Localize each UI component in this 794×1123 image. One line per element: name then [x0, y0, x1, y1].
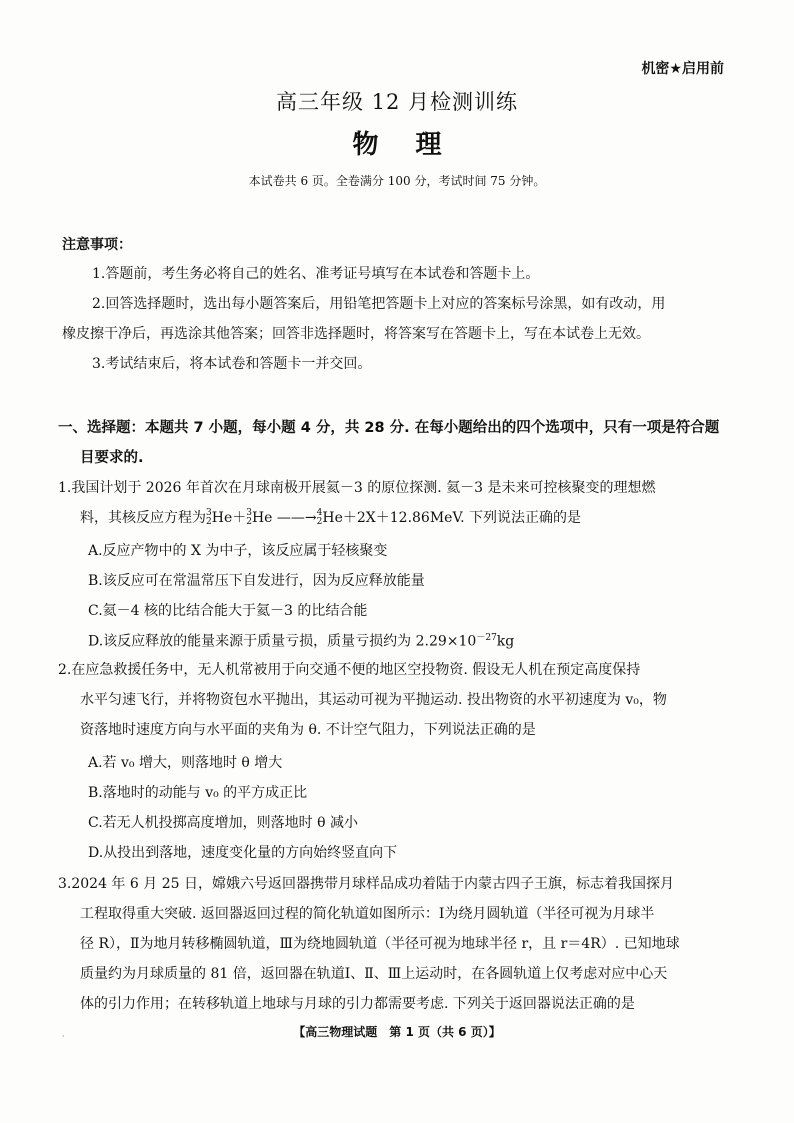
question-3-stem-2: 工程取得重大突破. 返回器返回过程的简化轨道如图所示：Ⅰ为绕月圆轨道（半径可视为月球半 [80, 906, 655, 922]
notes-heading: 注意事项： [62, 237, 132, 253]
question-1-stem: 1.我国计划于 2026 年首次在月球南极开展氦－3 的原位探测. 氦－3 是未来可控核聚变的理想燃 [58, 480, 656, 496]
exam-info: 本试卷共 6 页。全卷满分 100 分，考试时间 75 分钟。 [248, 174, 546, 188]
question-2-option-d: D.从投出到落地，速度变化量的方向始终竖直向下 [88, 845, 398, 861]
subject-title: 物 理 [352, 130, 456, 160]
question-1-option-b: B.该反应可在常温常压下自发进行，因为反应释放能量 [88, 573, 425, 589]
note-item-2: 2.回答选择题时，选出每小题答案后，用铅笔把答题卡上对应的答案标号涂黑，如有改动，用 [92, 296, 666, 312]
question-3-stem: 3.2024 年 6 月 25 日，嫦娥六号返回器携带月球样品成功着陆于内蒙古四子王旗，标志着我国探月 [58, 876, 674, 892]
question-2-stem: 2.在应急救援任务中，无人机常被用于向交通不便的地区空投物资. 假设无人机在预定高度保持 [58, 662, 641, 678]
scan-speck: · [62, 1032, 65, 1041]
question-1-option-c: C.氦－4 核的比结合能大于氦－3 的比结合能 [88, 603, 368, 619]
question-3-stem-3: 径 R），Ⅱ为地月转移椭圆轨道，Ⅲ为绕地圆轨道（半径可视为地球半径 r，且 r＝4R）. 已知地球 [80, 936, 680, 952]
note-item-2-cont: 橡皮擦干净后，再选涂其他答案；回答非选择题时，将答案写在答题卡上，写在本试卷上无效。 [62, 326, 650, 342]
nuclide-he4: 4 2 [316, 508, 323, 527]
question-2-stem-2: 水平匀速飞行，并将物资包水平抛出，其运动可视为平抛运动. 投出物资的水平初速度为 v₀，物 [80, 692, 667, 708]
section-heading-cont: 目要求的. [80, 450, 144, 466]
question-2-stem-3: 资落地时速度方向与水平面的夹角为 θ. 不计空气阻力，下列说法正确的是 [80, 722, 536, 738]
question-1-option-d: D.该反应释放的能量来源于质量亏损，质量亏损约为 $2.29\times 10^{-27}kg$ [88, 633, 515, 650]
question-3-stem-5: 体的引力作用；在转移轨道上地球与月球的引力都需要考虑. 下列关于返回器说法正确的是 [80, 996, 635, 1012]
question-2-option-b: B.落地时的动能与 v₀ 的平方成正比 [88, 785, 308, 801]
question-2-option-a: A.若 v₀ 增大，则落地时 θ 增大 [88, 755, 283, 771]
question-3-stem-4: 质量约为月球质量的 81 倍，返回器在轨道Ⅰ、Ⅱ、Ⅲ上运动时，在各圆轨道上仅考虑对应中心天 [80, 966, 668, 982]
section-heading: 一、选择题：本题共 7 小题，每小题 4 分，共 28 分. 在每小题给出的四个选项中，只有一项是符合题 [58, 420, 720, 436]
exam-title: 高三年级 12 月检测训练 [275, 90, 519, 114]
note-item-3: 3.考试结束后，将本试卷和答题卡一并交回。 [92, 356, 372, 372]
question-2-option-c: C.若无人机投掷高度增加，则落地时 θ 减小 [88, 815, 358, 831]
question-1-equation-line: 料，其核反应方程为3 2He＋3 2He ——→4 2He＋2X＋12.86MeV. 下列说法正确的是 [80, 508, 582, 527]
page-footer: 【高三物理试题 第 1 页（共 6 页）】 [293, 1025, 501, 1039]
nuclide-he3-b: 3 2 [246, 508, 252, 527]
question-1-option-a: A.反应产物中的 X 为中子，该反应属于轻核聚变 [88, 543, 388, 559]
confidential-label: 机密★启用前 [641, 61, 724, 77]
nuclide-he3-a: 3 2 [206, 508, 212, 527]
note-item-1: 1.答题前，考生务必将自己的姓名、准考证号填写在本试卷和答题卡上。 [92, 266, 540, 282]
